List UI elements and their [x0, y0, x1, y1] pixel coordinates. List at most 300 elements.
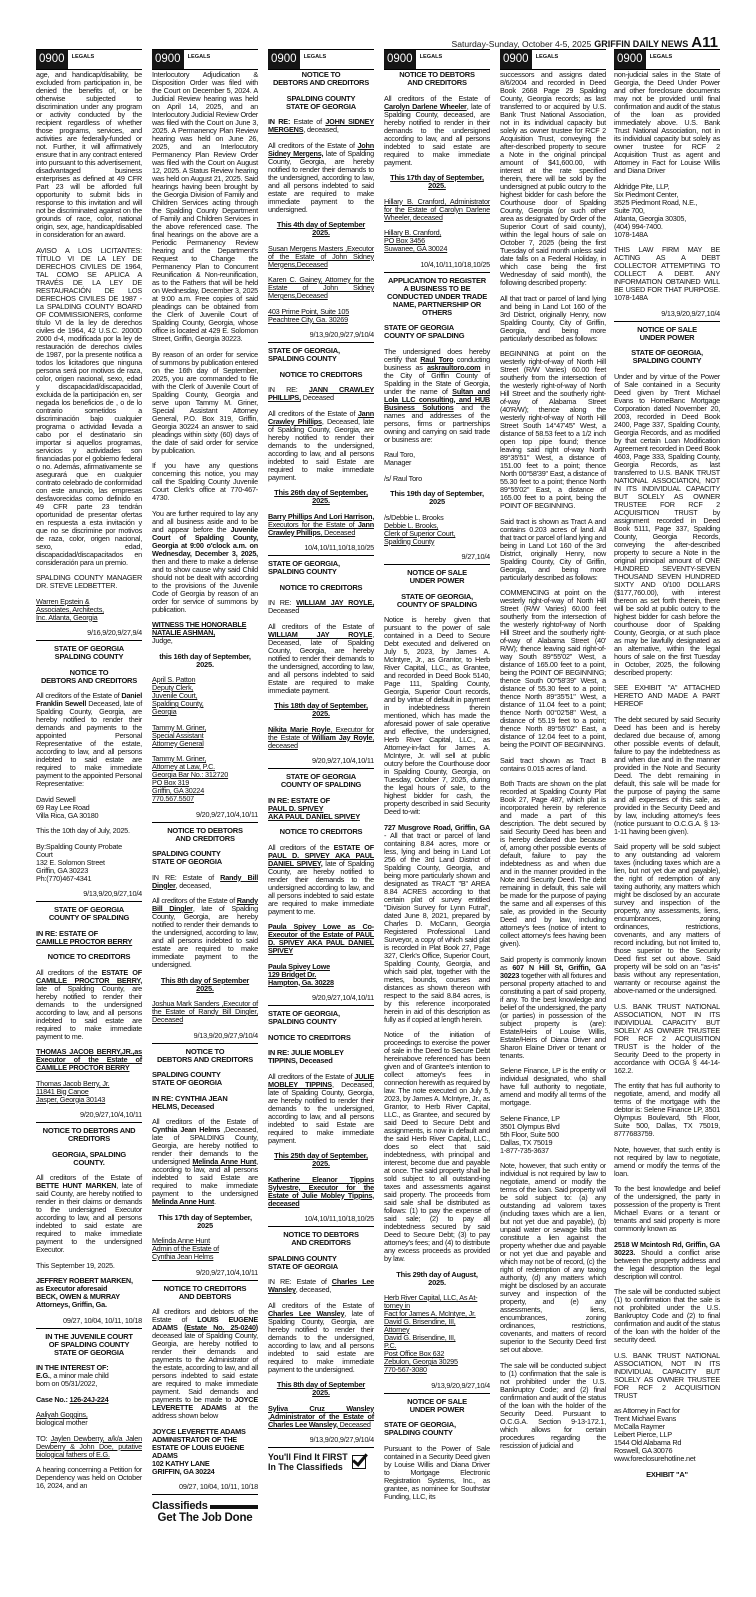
text-run: COMMENCING at point on the westerly right-of-way of North Hill Street (R/W Varies) 60.00 feet southerly from the intersection of the westerly rightof-way of North Hill Street and the southerly right-of-way of Alabama Street (40' R/W); thence leaving said right-of-way South 89°55'02" West, a distance of 165.00 feet to a point, being the POINT OF BEGINNING; thence South 00°58'39" West, a distance of 55.30 feet to a point; thence North 89°35'51" West, a distance of 11.04 feet to a point; thence North 00°02'58" West, a distance of 55.19 feet to a point; thence North 89°55'02" East, a distance of 12.04 feet to a point, being the POINT OF BEGINNING.	[500, 588, 606, 749]
notice-paragraph	[384, 1031, 490, 1263]
text-run: 727 Musgrove Road, Griffin, GA	[384, 822, 490, 832]
text-run: Griffin, GA 30224	[152, 786, 205, 795]
text-run: 2518 W Mcintosh Rd, Griffin, GA 30223.	[614, 1239, 720, 1257]
text-run: Said tract is shown as Tract A and contains 0.203 acres of land. All that tract or parcel of land lying and being in Land Lot 160 of the 3rd District, originally Henry, now Spalding County, City of Griffin, Georgia, and being more particularly described as follows:	[500, 516, 606, 582]
notice-divider	[152, 1494, 258, 1495]
text-run: 403 Prime Point, Suite 105	[268, 306, 350, 316]
text-run: 9/13,9/20,9/27,10/4	[661, 308, 720, 318]
text-run: Georgia Bar No.: 312720	[152, 770, 229, 779]
address-line	[384, 1366, 490, 1374]
notice-divider	[384, 272, 490, 273]
notice-paragraph	[500, 1067, 606, 1107]
text-run: NOTICE OF SALE UNDER POWER	[637, 324, 697, 342]
notice-heading	[614, 349, 720, 365]
publication-dates	[268, 1436, 374, 1444]
notice-paragraph	[152, 351, 258, 455]
publication-dates	[152, 1032, 258, 1040]
find-it-first-ad[interactable]	[268, 1452, 374, 1472]
section-label: LEGALS	[419, 54, 443, 60]
text-run: SPALDING COUNTY STATE OF GEORGIA	[152, 1070, 222, 1087]
text-run: late of Spalding County, are hereby notified to render their demands to the undersigned according to law, and all persons indebted to said estate are required to make immediate payment to me.	[268, 858, 375, 916]
classifieds-ad[interactable]	[152, 1501, 258, 1524]
address-block	[384, 229, 490, 253]
text-run: NOTICE TO DEBTORS AND CREDITORS	[40, 667, 138, 685]
notice-paragraph	[152, 1118, 258, 1206]
notice-divider	[268, 1005, 374, 1006]
notice-heading	[268, 584, 374, 592]
notice-heading	[268, 489, 374, 505]
address-block	[384, 1294, 490, 1374]
text-run: Attorney General	[152, 738, 204, 748]
address-block	[384, 451, 490, 467]
notice-heading	[36, 1151, 142, 1167]
text-run: THOMAS JACOB BERRY,JR.,as Executor of the Estate of CAMILLE PROCTOR BERRY	[36, 1047, 142, 1072]
text-run: Deceased	[300, 393, 334, 402]
notice-paragraph	[614, 246, 720, 302]
notice-divider	[268, 342, 374, 343]
notice-paragraph	[268, 386, 374, 402]
publication-dates	[268, 1215, 374, 1223]
notice-divider	[268, 768, 374, 769]
text-run: NOTICE TO DEBTORS AND CREDITORS	[156, 1046, 254, 1064]
text-run: Notice is hereby given that pursuant to the power of sale contained in a Deed to Secure Debt executed and delivered on July 5, 2023, by James A. McIntyre, Jr., as Grantor, to Herb River Capital, LLC., as Grantee, and recorded in Deed Book 5140, Page 111, Spalding County, Georgia, Superior Court records, and by virtue of default in payment in indebtedness therein mentioned, which has made the aforesaid power of sale operative and effective, the undersigned, Herb River Capital, LLC., as Attorney-in-fact for James A. McIntyre, Jr. will sell at public outcry before the Courthouse door in Spalding County, Georgia, on Tuesday, October 7, 2025, during the legal hours of sale, to the highest bidder for cash, the property described in said Security Deed to-wit:	[384, 615, 490, 816]
text-run: Admin of the Estate of	[152, 1244, 219, 1253]
text-run: NOTICE OF SALE UNDER POWER	[407, 568, 467, 585]
notice-paragraph	[152, 1000, 258, 1024]
text-run: Case No.:	[36, 1394, 70, 1404]
text-run: Nikita Marie Royle	[268, 724, 331, 734]
text-run: torney in	[384, 1301, 411, 1310]
section-label: LEGALS	[535, 54, 559, 60]
text-run: Joshua Mark Sanders ,Executor of the Estate of Randy Bill Dingler, Deceased	[152, 999, 258, 1024]
text-run: This 26th day of September, 2025.	[274, 488, 368, 505]
notice-paragraph	[268, 142, 374, 214]
text-run: 69 Ray Lee Road	[36, 802, 90, 812]
address-line	[152, 637, 258, 645]
text-run: This September 19, 2025.	[36, 1260, 115, 1270]
text-run: NATALIE ASHMAN,	[152, 628, 216, 637]
text-run: William Jay Royle	[311, 732, 373, 742]
text-run: ESTATE OF LOUIS EUGENE	[152, 1442, 245, 1452]
text-run: BECK, OWEN & MURRAY	[36, 1292, 120, 1301]
text-run: , deceased	[268, 732, 375, 750]
text-run: Tammy M. Griner,	[152, 754, 207, 763]
text-run: The undersigned does hereby certify that	[384, 346, 490, 364]
text-run: NOTICE TO DEBTORS AND CREDITORS	[283, 1230, 359, 1247]
address-line	[36, 875, 142, 883]
text-run: and the names and addresses of the persons, firms or partnerships owning and carrying on said trade or business are:	[384, 402, 490, 444]
publication-dates	[268, 994, 374, 1002]
text-run: All creditors of the Estate of	[268, 1071, 355, 1081]
section-code: 0900	[500, 50, 532, 69]
text-run: Court	[36, 849, 53, 859]
text-run: late of Spalding County, are hereby notified to render their demands to the undersigned according to law, and all persons indebted to said estate are required to make immediate payment to me.	[36, 983, 142, 1041]
notice-paragraph	[384, 1445, 490, 1501]
text-run: /s/ Raul Toro	[384, 473, 422, 483]
legals-column	[36, 49, 142, 1498]
text-run: as Attorney in Fact for	[614, 1406, 680, 1415]
text-run: All creditors and debtors of the Estate of	[152, 1307, 258, 1324]
text-run: April S. Patton	[152, 675, 196, 684]
notice-heading	[152, 977, 258, 993]
notice-paragraph	[384, 616, 490, 816]
text-run: successors and assigns dated 8/6/2004 and recorded in Deed Book 2668 Page 29 Spalding County, Georgia records; as last transferred to or acquired by U.S. Bank Trust National Association, not in its individual capacity but solely as owner trustee for RCF 2 Acquisition Trust, conveying the after-described property to secure a Note in the original principal amount of $41,600.00, with interest at the rate specified therein, there will be sold by the undersigned at public outcry to the highest bidder for cash before the Courthouse door of Spalding County, Georgia (or such other area as designated by Order of the Superior Court of said county), within the legal hours of sale on October 7, 2025 (being the first Tuesday of said month unless said date falls on a Federal Holiday, in which case being the first Wednesday of said month), the following described property:	[500, 70, 606, 287]
address-line	[500, 1147, 606, 1155]
section-header	[384, 49, 490, 70]
text-run: STATE OF GEORGIA COUNTY OF SPALDING	[384, 323, 465, 340]
text-run: , Deceased, late of Spalding County, Georgia, are hereby notified to render their demands to the undersigned, according to law, and all persons indebted to said Estate are required to make immediate payment.	[268, 416, 374, 482]
text-run: IN RE:	[268, 385, 309, 394]
text-run: Jann Crawley Phillips	[268, 519, 374, 537]
text-run: CAMILLE PROCTOR BERRY,	[36, 975, 142, 985]
notice-divider	[268, 1226, 374, 1227]
text-run: Paula Spivey Lowe	[268, 961, 330, 971]
text-run: Spalding County	[384, 536, 435, 546]
text-run: ,Deceased, late of SPALDING County, Georgia, are hereby notified to render their demands to the undersigned	[152, 1125, 258, 1166]
text-run: JEFFREY ROBERT MARKEN,	[36, 1276, 133, 1285]
address-line	[614, 231, 720, 239]
notice-paragraph	[614, 684, 720, 708]
notice-paragraph	[268, 1073, 374, 1145]
text-run: 1-877-735-3637	[500, 1145, 549, 1155]
text-run: in the City of Griffin County of Spalding in the State of Georgia, under the name of	[384, 362, 490, 396]
text-run: Deceased	[268, 606, 300, 615]
text-run: Juvenile Court,	[152, 691, 198, 700]
notice-paragraph	[268, 923, 374, 955]
notice-paragraph	[268, 1278, 374, 1294]
notice-heading	[384, 569, 490, 585]
text-run: 11841 Big Canoe	[36, 1086, 89, 1096]
text-run: By reason of an order for service of summons by publication entered on the 16th day of September, 2025, you are commanded to file with the Clerk of Juvenile Court of Spalding County, Georgia and serve upon Tammy M. Griner, Special Assistant Attorney General, P.O. Box 319, Griffin, Georgia 30224 an answer to said pleadings within sixty (60) days of the date of said order for service by publication.	[152, 349, 258, 455]
text-run: Judge,	[152, 636, 173, 645]
text-run: This the 10th day of July, 2025.	[36, 826, 130, 835]
text-run: conducting business as	[384, 354, 491, 372]
notice-heading	[152, 827, 258, 843]
text-run: STATE OF GEORGIA, SPALDING COUNTY	[268, 1009, 340, 1026]
address-block	[152, 1428, 258, 1476]
text-run: 9/20,9/27,10/4,10/11	[195, 809, 258, 819]
address-block	[614, 183, 720, 239]
text-run: JOHN SIDNEY MERGENS	[268, 117, 374, 134]
notice-divider	[36, 1328, 142, 1329]
text-run: NOTICE TO DEBTORS AND CREDITORS	[167, 825, 243, 843]
notice-paragraph	[152, 462, 258, 502]
text-run: Hillary B. Cranford, Administrator for the Estate of Carolyn Darlene Wheeler, deceased	[384, 196, 490, 222]
text-run: , late of Spalding County, deceased, are hereby notified to render in their demands to the undersigned according to law, and all persons indebted to said estate are required to make immediate payment.	[384, 101, 490, 167]
notice-paragraph	[152, 71, 258, 343]
text-run: , deceased,	[295, 1285, 332, 1294]
text-run: GRIFFIN, GA 30224	[152, 1466, 215, 1476]
notice-paragraph	[500, 780, 606, 948]
text-run: NOTICE TO CREDITORS	[47, 952, 131, 961]
notice-paragraph	[500, 1362, 606, 1450]
notice-paragraph	[500, 518, 606, 582]
legals-column	[500, 49, 606, 1457]
notice-paragraph	[152, 1308, 258, 1420]
notice-paragraph	[152, 874, 258, 890]
notice-divider	[152, 822, 258, 823]
text-run: 9/13,9/20,9/27,10/4	[431, 1380, 490, 1390]
text-run: Notice of the initiation of proceedings to exercise the power of sale in the Deed to Secure Debt hereinabove referenced has been given and of Grantee's intention to collect attorney's fees in connection herewith as required by law. The note executed on July 5, 2023, by James A. McIntyre, Jr., as Grantor, to Herb River Capital, LLC., as Grantee, and secured by said Deed to Secure Debt and assignments, is now in default and the said Herb River Capital, LLC., does so elect that said indebtedness, with principal and interest, become due and payable at once. The said property shall be sold subject to all outstand-ing taxes and assessments against said property. The proceeds from said sale shall be distributed as follows: (1) to pay the expense of said sale; (2) to pay all indebtedness secured by said Deed to Secure Debt; (3) to pay attorney's fees; and (4) to distribute any excess proceeds as provided by law.	[384, 1030, 490, 1263]
text-run: APPLICATION TO REGISTER A BUSINESS TO BE CONDUCTED UNDER TRADE NAME, PARTNERSHIP OR OTHERS	[387, 275, 487, 317]
text-run: This 17th day of September, 2025.	[390, 173, 484, 190]
notice-heading	[36, 669, 142, 685]
text-run: This 19th day of September, 2025	[390, 489, 484, 506]
text-run: All creditors of the Estate of	[268, 408, 358, 418]
publication-dates	[384, 553, 490, 561]
text-run: Randy Bill Dingler	[152, 896, 258, 913]
notice-heading	[268, 828, 374, 836]
notice-paragraph	[36, 1174, 142, 1254]
text-run: SPALDING COUNTY STATE OF GEORGIA	[152, 849, 222, 866]
text-run: 09/27, 10/04, 10/11, 10/18	[179, 1482, 258, 1491]
text-run: non-judicial sales in the State of Georgia, the Deed Under Power and other foreclosure documents may not be provided until final confirmation and audit of the status of the loan as provided immediately above. U.S. Bank Trust National Association, not in its individual capacity but solely as owner trustee for RCF 2 Acquisition Trust as agent and Attorney in Fact for Louise Willis and Diana Driver	[614, 70, 720, 175]
text-run: , Deceased	[320, 527, 356, 537]
section-label: LEGALS	[71, 54, 95, 60]
notice-heading	[36, 930, 142, 946]
text-run: STATE OF GEORGIA COUNTY OF SPALDING	[48, 905, 130, 922]
notice-heading	[268, 1255, 374, 1271]
text-run: JULIE MOBLEY TIPPINS	[268, 1071, 374, 1089]
notice-heading	[384, 277, 490, 317]
notice-heading	[268, 371, 374, 379]
text-run: 770-567-3080	[384, 1365, 427, 1374]
text-run: 1544 Old Alabama Rd	[614, 1438, 682, 1447]
page-number: A11	[691, 34, 718, 51]
notice-paragraph	[36, 574, 142, 590]
text-run: EXHIBIT "A"	[646, 1469, 688, 1479]
text-run: ADMINISTRATOR OF THE	[152, 1434, 237, 1444]
text-run: STATE OF GEORGIA SPALDING COUNTY	[54, 644, 124, 661]
text-run: Associates, Architects,	[36, 604, 104, 614]
text-run: McCalla Raymer	[614, 1422, 665, 1431]
notice-heading	[268, 773, 374, 789]
text-run: STATE OF GEORGIA, SPALDING COUNTY	[631, 348, 703, 365]
notice-heading	[152, 1048, 258, 1064]
text-run: STATE OF GEORGIA, SPALDING COUNTY	[268, 559, 340, 576]
section-code: 0900	[268, 50, 300, 69]
notice-heading	[268, 347, 374, 363]
text-run: Pursuant to the Power of Sale contained in a Security Deed given by Louise Willis and Diana Driver to Mortgage Electronic Registration Systems, Inc., as grantee, as nominee for Southstar Funding, LLC, its	[384, 1443, 490, 1501]
publication-dates	[152, 1269, 258, 1277]
section-header	[268, 49, 374, 70]
text-run: This 8th day of September 2025.	[276, 1380, 366, 1397]
notice-heading	[36, 1127, 142, 1143]
text-run: Warren Epstein &	[36, 596, 90, 606]
notice-heading	[152, 850, 258, 866]
text-run: NOTICE TO DEBTORS AND CREDITORS	[399, 70, 475, 87]
text-run: Villa Rica, GA 30180	[36, 810, 99, 820]
text-run: STATE OF GEORGIA, COUNTY OF SPALDING	[396, 591, 478, 609]
notice-paragraph	[268, 1302, 374, 1374]
text-run: 9/27,10/4	[461, 552, 490, 561]
text-run: 09/27, 10/04, 10/11, 10/18	[63, 1315, 142, 1325]
notice-divider	[36, 640, 142, 641]
text-run: To the best knowledge and belief of the undersigned, the party in possession of the property is Trent Michael Evans or a tenant or tenants and said property is more commonly known as	[614, 1184, 720, 1233]
notice-heading	[152, 653, 258, 669]
text-run: /s/Debbie L. Brooks	[384, 512, 444, 522]
text-run: The sale will be conducted subject to (1) confirmation that the sale is not prohibited under the U.S. Bankruptcy Code; and (2) final confirmation and audit of the status of the loan with the holder of the Security Deed. Pursuant to O.C.G.A. Section 9-13-172.1, which allows for certain procedures regarding the rescission of judicial and	[500, 1360, 606, 1450]
text-run: born on 05/31/2022,	[36, 1379, 98, 1388]
text-run: 10/4,10/11,10/18,10/25	[304, 543, 374, 552]
text-run: Estate No. 25-0240	[186, 1323, 256, 1332]
notice-divider	[384, 1393, 490, 1394]
notice-paragraph	[268, 276, 374, 300]
text-run: NOTICE TO DEBTORS AND CREDITORS	[272, 70, 370, 87]
notice-divider	[384, 564, 490, 565]
address-block	[36, 1411, 142, 1427]
address-line	[36, 1380, 142, 1388]
text-run: Executors for the Estate of	[268, 519, 358, 529]
text-run: , a minor male child	[49, 1371, 109, 1380]
text-run: age, and handicap/disability, be excluded from participation in, be denied the benefits of, or be otherwise subjected to discrimination under any program or activity conducted by the recipient regardless of whether those programs, services, and activities are federally-funded or not. Further, it will affirmatively ensure that in any contract entered into pursuant to this advertisement, disadvantaged business enterprises as defined at 49 CFR Part 23 will be afforded full opportunity to submit bids in response to this invitation and will not be discriminated against on the grounds of race, color, national origin, sex, age, handicap/disabled in consideration for an award.	[36, 70, 142, 239]
notice-heading	[268, 71, 374, 87]
text-run: Dallas, TX 75019	[500, 1137, 553, 1147]
publication-dates	[36, 629, 142, 637]
text-run: Georgia	[152, 707, 177, 716]
text-run: , Executor for the Estate of	[268, 724, 374, 742]
address-block	[500, 1115, 606, 1155]
text-run: Sultan and Lola LLC consulting, and HUB Business Solutions	[384, 386, 490, 412]
text-run: David G. Brisendine, III,	[384, 1333, 456, 1342]
text-run: Estate of	[290, 117, 326, 126]
text-run: , Deceased, late of Spalding County, Georgia, are hereby notified to render their demands to the undersigned, according to law, and all persons indebted to said Estate are required to make immediate payment.	[268, 1079, 374, 1145]
text-run: deceased late of Spalding County, Georgia, are hereby notified to render their demands and payments to the Administrator of the estate, according to law, and all persons indebted to said estate are required to make immediate payment. Said demands and payments to be made to	[152, 1331, 258, 1404]
text-run: , deceased,	[303, 125, 339, 134]
notice-paragraph	[384, 198, 490, 222]
text-run: Suite 700,	[614, 205, 645, 215]
text-run: - All that tract or parcel of land containing 8.84 acres, more or less, lying and being in Land Lot 256 of the 3rd Land District of Spalding County, Georgia, and being more particularly shown and designated as TRACT "B" AREA 8.84 ACRES according to that certain plat of survey entitled "Division Survey for Lynn Futral", dated June 8, 2021, prepared by Charles D. McCann, Georgia Registered Professional Land Surveyor, a copy of which said plat is recorded in Plat Book 27, Page 327, Clerk's Office, Superior Court, Spalding County, Georgia, and which said plat, together with the metes, bounds, courses and distances as shown thereon with respect to the said 8.84 acres, is by this reference incorporated herein in aid of this description as fully as if copied at length herein.	[384, 830, 490, 1024]
text-run: Herb River Capital, LLC, As At-	[384, 1293, 478, 1302]
text-run: 1078-148A	[614, 229, 648, 239]
address-block	[152, 724, 258, 748]
text-run: PO Box 3456	[384, 236, 425, 245]
text-run: at the address shown below	[152, 1403, 258, 1420]
text-run: 129 Bridget Dr.	[268, 969, 317, 979]
text-run: this 16th day of September, 2025.	[159, 651, 251, 669]
text-run: GEORGIA, SPALDING COUNTY.	[51, 1149, 127, 1167]
notice-paragraph	[36, 692, 142, 788]
text-run: , late of Spalding County, Georgia, are hereby notified to render their demands to the undersigned, according to law, and all persons indebted to said estate are required to make immediate payment to the undersigned.	[268, 1308, 374, 1374]
text-run: Deceased	[337, 1419, 371, 1429]
notice-paragraph	[500, 71, 606, 287]
notice-heading	[36, 953, 142, 961]
text-run: Melinda Anne Hunt	[192, 1157, 257, 1166]
address-line	[36, 1301, 142, 1309]
text-run: .	[214, 1197, 216, 1206]
text-run: 5th Floor, Suite 500	[500, 1129, 559, 1139]
text-run: Cynthia Jean Helms	[152, 1125, 221, 1134]
address-line	[268, 316, 374, 324]
notice-heading	[384, 71, 490, 87]
address-line	[152, 1253, 258, 1261]
text-run: PAUL D. SPIVEY AKA PAUL DANIEL SPIVEY	[268, 803, 360, 821]
text-run: ESTATE OF	[333, 842, 374, 852]
text-run: 126-24J-224	[69, 1394, 109, 1404]
notice-divider	[36, 1122, 142, 1123]
notice-paragraph	[36, 1396, 142, 1404]
text-run: All creditors of the Estate of	[268, 140, 358, 150]
notice-paragraph	[36, 1262, 142, 1270]
text-run: 3525 Piedmont Road, N.E.,	[614, 197, 698, 207]
notice-heading	[268, 1034, 374, 1042]
notice-paragraph	[614, 1241, 720, 1281]
text-run: Selene Finance, LP is the entity or individual designated, who shall have full authority to negotiate, amend and modify all terms of the mortgage.	[500, 1066, 606, 1107]
publication-dates	[614, 310, 720, 318]
text-run: Manager	[384, 458, 412, 467]
text-run: 10/4,10/11,10/18,10/25	[304, 1214, 374, 1223]
notice-heading	[268, 797, 374, 821]
text-run: 9/20,9/27,10/4,10/11	[79, 1110, 142, 1119]
text-run: Hampton, Ga. 30228	[268, 977, 334, 987]
text-run: Katherine Eleanor Tippins Sylvestre, Executor for the Estate of Julie Mobley Tippins, deceased	[268, 1174, 374, 1208]
text-run: John Sidney Mergens,	[268, 140, 374, 158]
notice-paragraph	[36, 1435, 142, 1459]
notice-paragraph	[614, 1146, 720, 1178]
legals-column	[268, 49, 374, 1472]
text-run: Raul Toro,	[384, 450, 415, 459]
text-run: STATE OF GEORGIA, SPALDING COUNTY	[268, 346, 340, 363]
text-run: , Deceased, late of Spalding County, Georgia, are hereby notified to render their demands to the undersigned, according to law, and all persons indebted to said Estate are required to make immediate payment.	[268, 629, 374, 695]
notice-heading	[384, 1271, 490, 1287]
text-run: This 4th day of September 2025.	[276, 220, 366, 237]
text-run: www.foreclosurehotline.net	[614, 1454, 696, 1463]
text-run: Peachtree City, Ga. 30269	[268, 314, 348, 324]
notice-paragraph	[500, 589, 606, 749]
text-run: The entity that has full authority to negotiate, amend, and modify all terms of the mortgage with the debtor is: Selene Finance LP, 3501 Olympus Boulevard, 5th Floor, Suite 500, Dallas, TX 75019, 8777683759.	[614, 1081, 720, 1138]
notice-paragraph	[614, 1288, 720, 1344]
text-run: (404) 994-7400.	[614, 221, 663, 231]
text-run: David G. Brisendine, III,	[384, 1317, 456, 1326]
text-run: THIS LAW FIRM MAY BE ACTING AS A DEBT COLLECTOR ATTEMPTING TO COLLECT A DEBT. ANY INFORMATION OBTAINED WILL BE USED FOR THAT PURPOSE. 1078-148A	[614, 245, 720, 302]
notice-heading	[152, 1285, 258, 1301]
text-run: IN THE JUVENILE COURT OF SPALDING COUNTY STATE OF GEORGIA	[45, 1331, 133, 1357]
section-code: 0900	[614, 50, 646, 69]
text-run: 9/13,9/20,9/27,10/4	[83, 889, 142, 898]
text-run: Inc. Atlanta, Georgia	[36, 612, 98, 622]
notice-heading	[384, 490, 490, 506]
notice-paragraph	[36, 247, 142, 567]
address-line	[384, 538, 490, 546]
text-run: WILLIAM JAY ROYLE	[268, 629, 373, 639]
text-run: Clerk of Superior Court,	[384, 528, 456, 538]
notice-heading	[268, 95, 374, 111]
text-run: Thomas Jacob Berry, Jr.	[36, 1078, 110, 1088]
address-line	[384, 245, 490, 253]
address-line	[384, 459, 490, 467]
address-block	[152, 755, 258, 803]
notice-paragraph	[36, 71, 142, 239]
text-run: P.C.	[384, 1341, 397, 1350]
publication-dates	[152, 811, 258, 819]
section-header	[36, 49, 142, 70]
text-run: IN RE:	[268, 117, 291, 126]
notice-divider	[36, 901, 142, 902]
address-block	[614, 1407, 720, 1463]
newspaper-name: GRIFFIN DAILY NEWS	[594, 39, 689, 49]
section-code: 0900	[384, 50, 416, 69]
text-run: All creditors of the Estate of	[268, 621, 374, 631]
notice-heading	[384, 593, 490, 609]
section-code: 0900	[36, 50, 68, 69]
text-run: SPALDING COUNTY STATE OF GEORGIA	[286, 93, 356, 111]
ad-line: You'll Find It FIRST	[268, 1452, 348, 1462]
notice-paragraph	[614, 71, 720, 175]
notice-divider	[152, 1280, 258, 1281]
text-run: Jasper, Georgia 30143	[36, 1094, 106, 1104]
text-run: Ph:(770)467-4341	[36, 873, 92, 883]
publication-dates	[268, 544, 374, 552]
